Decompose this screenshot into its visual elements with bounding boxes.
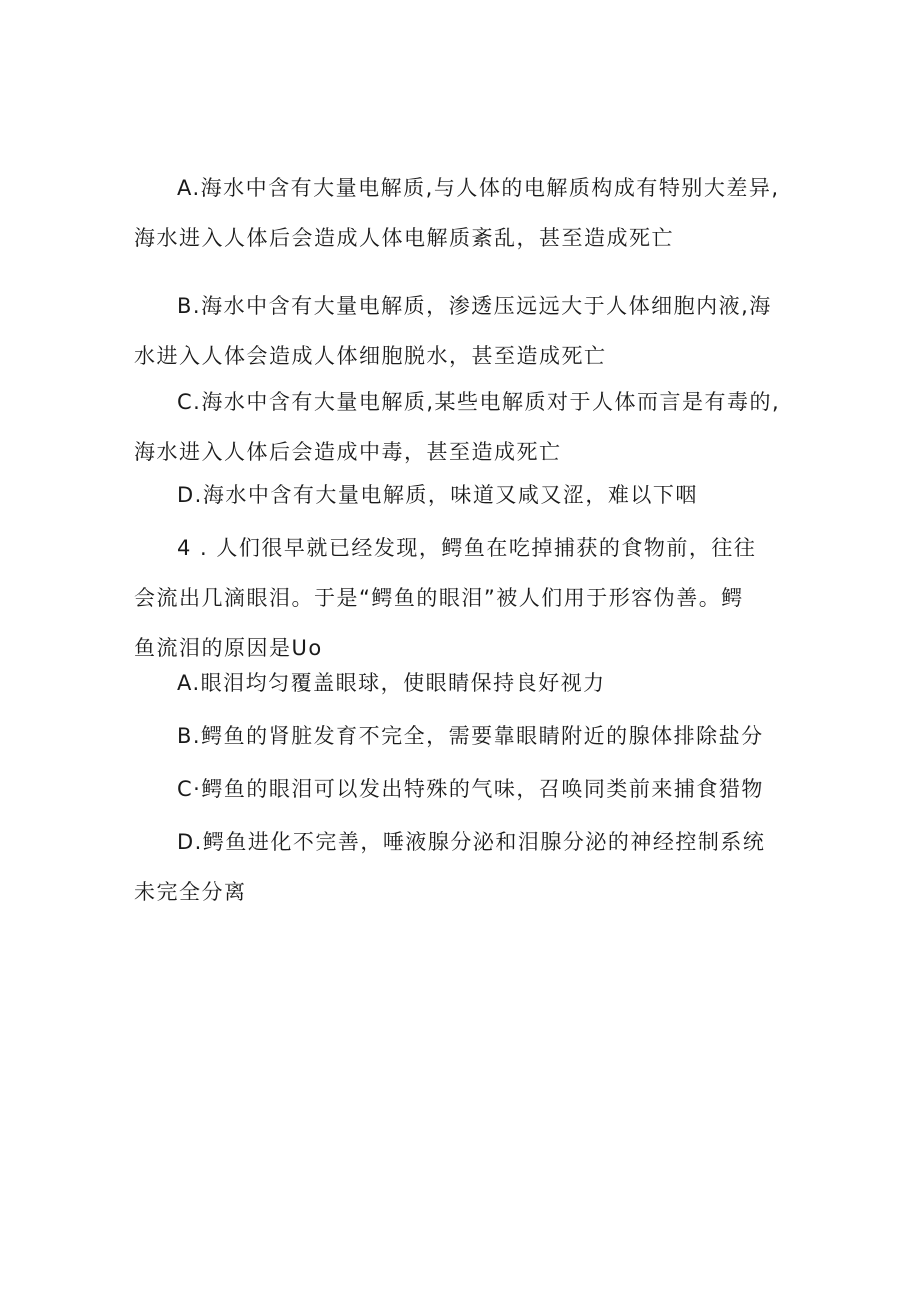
q3-option-b-line-1: B.海水中含有大量电解质，渗透压远远大于人体细胞内液,海 [177, 294, 772, 318]
q4-stem-line-3: 鱼流泪的原因是Uo [134, 636, 323, 660]
q4-option-d-line-2: 未完全分离 [134, 880, 247, 904]
q4-stem-line-1: 4 . 人们很早就已经发现，鳄鱼在吃掉捕获的食物前，往往 [177, 536, 757, 560]
q4-stem-line-2: 会流出几滴眼泪。于是“鳄鱼的眼泪”被人们用于形容伪善。鳄 [134, 586, 744, 610]
q3-option-c-line-1: C.海水中含有大量电解质,某些电解质对于人体而言是有毒的, [177, 390, 781, 414]
q3-option-a-line-2: 海水进入人体后会造成人体电解质紊乱，甚至造成死亡 [134, 226, 674, 250]
q3-option-b-line-2: 水进入人体会造成人体细胞脱水，甚至造成死亡 [134, 344, 607, 368]
q4-option-b [134, 711, 794, 761]
q3-option-a [134, 163, 794, 263]
q4-option-c [134, 764, 794, 814]
q4-option-a [134, 658, 794, 708]
q4-option-d [134, 817, 794, 917]
q4-option-a-line-1: A.眼泪均匀覆盖眼球，使眼睛保持良好视力 [177, 671, 606, 695]
q3-option-d-line-1: D.海水中含有大量电解质，味道又咸又涩，难以下咽 [177, 483, 698, 507]
q4-option-b-line-1: B.鳄鱼的肾脏发育不完全，需要靠眼睛附近的腺体排除盐分 [177, 724, 764, 748]
q4-option-c-line-1: C·鳄鱼的眼泪可以发出特殊的气味，召唤同类前来捕食猎物 [177, 777, 764, 801]
q3-option-a-line-1: A.海水中含有大量电解质,与人体的电解质构成有特别大差异, [177, 176, 780, 200]
q3-option-d [134, 470, 794, 520]
q3-option-b [134, 281, 794, 381]
q4-stem [134, 523, 794, 673]
q3-option-c [134, 377, 794, 477]
q4-option-d-line-1: D.鳄鱼进化不完善，唾液腺分泌和泪腺分泌的神经控制系统 [177, 830, 766, 854]
q3-option-c-line-2: 海水进入人体后会造成中毒，甚至造成死亡 [134, 440, 562, 464]
